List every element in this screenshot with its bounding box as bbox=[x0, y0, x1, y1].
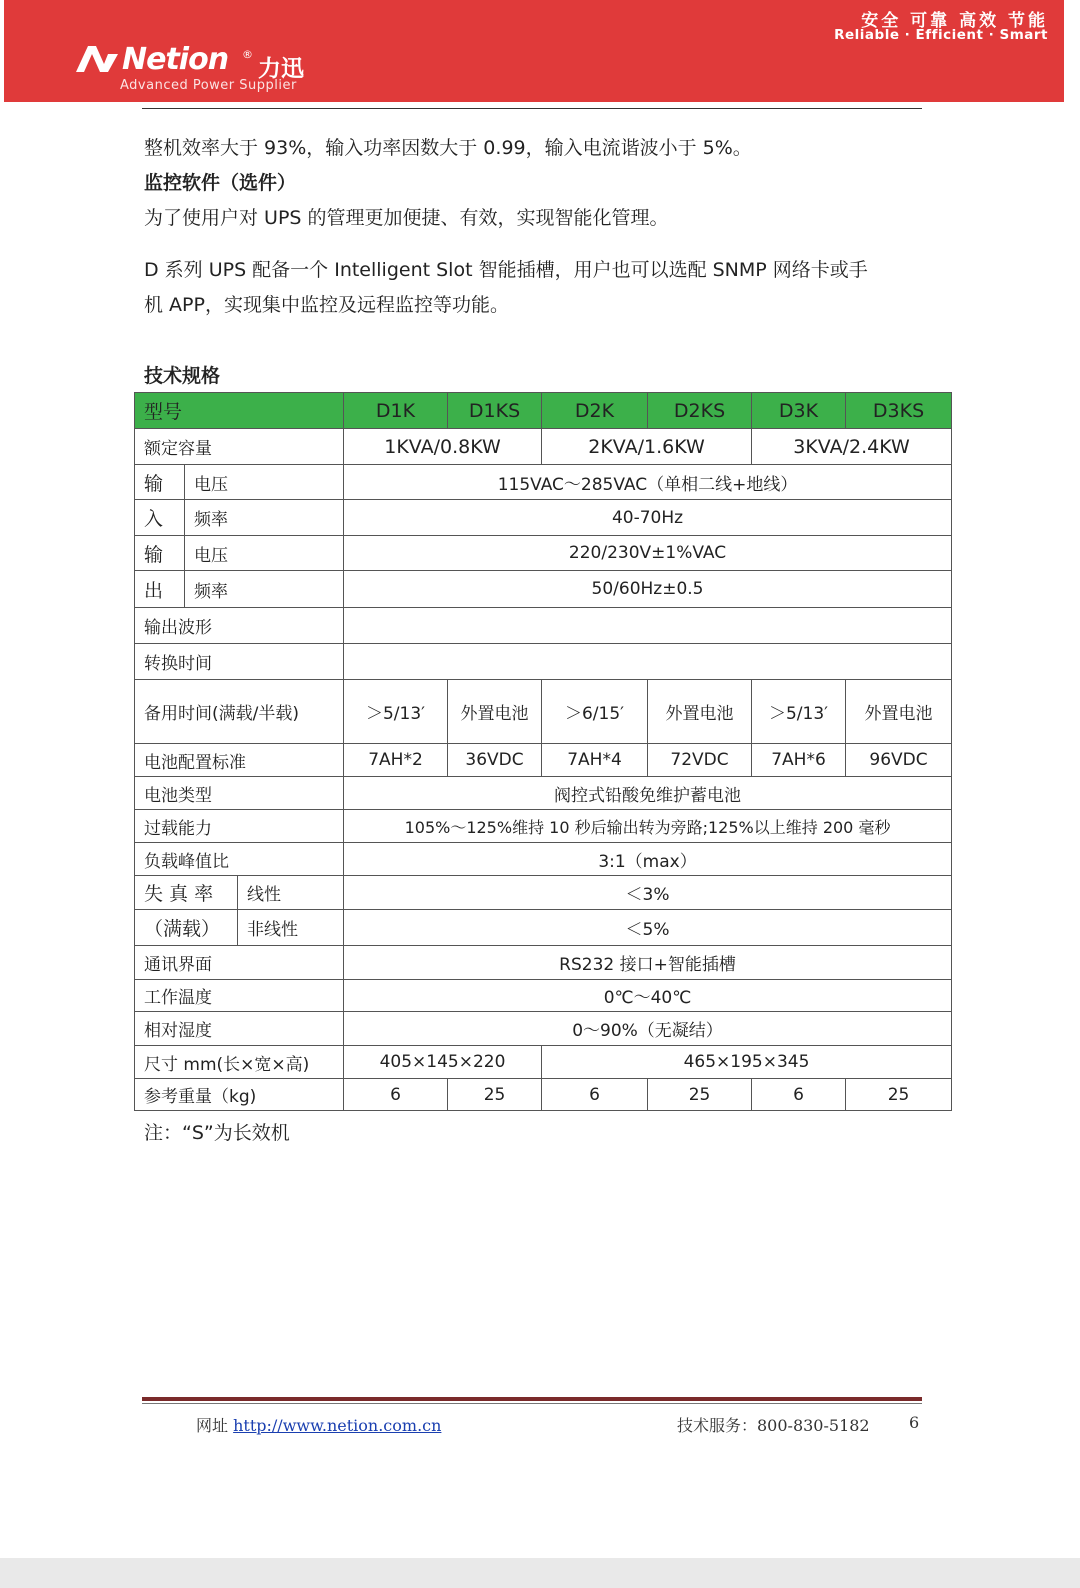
transfer-time-value bbox=[344, 644, 952, 680]
logo-chinese-name: 力迅 bbox=[258, 56, 304, 82]
table-row-output-frequency bbox=[135, 571, 952, 608]
linear-value: ＜3% bbox=[344, 876, 952, 910]
capacity-cell: 1KVA/0.8KW bbox=[344, 429, 542, 465]
weight-cell: 6 bbox=[344, 1079, 448, 1111]
page-number: 6 bbox=[909, 1413, 920, 1432]
weight-cell: 25 bbox=[448, 1079, 542, 1111]
backup-cell: ＞5/13′ bbox=[752, 680, 846, 744]
transfer-time-label: 转换时间 bbox=[135, 644, 344, 680]
footer-divider-thick bbox=[142, 1397, 922, 1401]
weight-cell: 25 bbox=[846, 1079, 952, 1111]
backup-cell: ＞5/13′ bbox=[344, 680, 448, 744]
table-row-transfer-time bbox=[135, 644, 952, 680]
spec-table bbox=[134, 392, 952, 1111]
humidity-label: 相对湿度 bbox=[135, 1012, 344, 1046]
table-row-input-frequency bbox=[135, 500, 952, 536]
model-label: 型号 bbox=[135, 393, 344, 429]
crest-factor-label: 负载峰值比 bbox=[135, 843, 344, 876]
size-cell: 465×195×345 bbox=[542, 1046, 952, 1079]
weight-cell: 6 bbox=[752, 1079, 846, 1111]
table-row-size bbox=[135, 1046, 952, 1079]
voltage-label: 电压 bbox=[185, 465, 344, 500]
backup-cell: 外置电池 bbox=[448, 680, 542, 744]
waveform-label: 输出波形 bbox=[135, 608, 344, 644]
size-cell: 405×145×220 bbox=[344, 1046, 542, 1079]
model-cell: D1K bbox=[344, 393, 448, 429]
model-cell: D2KS bbox=[648, 393, 752, 429]
voltage-label: 电压 bbox=[185, 536, 344, 571]
d-series-text-line1: D 系列 UPS 配备一个 Intelligent Slot 智能插槽，用户也可以选配 SNMP 网络卡或手 bbox=[144, 259, 868, 281]
battery-config-cell: 7AH*2 bbox=[344, 744, 448, 777]
monitor-heading: 监控软件（选件） bbox=[144, 172, 297, 194]
logo-subtitle: Advanced Power Supplier bbox=[120, 78, 297, 93]
overload-label: 过载能力 bbox=[135, 810, 344, 843]
table-row-thd-linear bbox=[135, 876, 952, 910]
spec-heading: 技术规格 bbox=[144, 365, 221, 387]
thd-label-line2: （满载） bbox=[135, 910, 238, 946]
humidity-value: 0～90%（无凝结） bbox=[344, 1012, 952, 1046]
footer-service: 技术服务：800-830-5182 bbox=[677, 1416, 870, 1435]
communication-label: 通讯界面 bbox=[135, 946, 344, 980]
battery-config-cell: 7AH*4 bbox=[542, 744, 648, 777]
backup-cell: ＞6/15′ bbox=[542, 680, 648, 744]
capacity-cell: 3KVA/2.4KW bbox=[752, 429, 952, 465]
battery-type-label: 电池类型 bbox=[135, 777, 344, 810]
slogan-english: Reliable · Efficient · Smart bbox=[834, 27, 1048, 43]
crest-factor-value: 3:1（max） bbox=[344, 843, 952, 876]
frequency-label: 频率 bbox=[185, 500, 344, 536]
table-row-thd-nonlinear bbox=[135, 910, 952, 946]
backup-cell: 外置电池 bbox=[648, 680, 752, 744]
table-row-backup-time bbox=[135, 680, 952, 744]
footnote: 注：“S”为长效机 bbox=[144, 1122, 290, 1144]
battery-config-cell: 96VDC bbox=[846, 744, 952, 777]
input-label-char2: 入 bbox=[135, 500, 185, 536]
model-cell: D2K bbox=[542, 393, 648, 429]
table-row-model bbox=[135, 393, 952, 429]
overload-value: 105%～125%维持 10 秒后输出转为旁路;125%以上维持 200 毫秒 bbox=[344, 810, 952, 843]
footer-divider-thin bbox=[142, 1403, 922, 1404]
capacity-label: 额定容量 bbox=[135, 429, 344, 465]
battery-config-cell: 72VDC bbox=[648, 744, 752, 777]
battery-type-value: 阀控式铅酸免维护蓄电池 bbox=[344, 777, 952, 810]
frequency-label: 频率 bbox=[185, 571, 344, 608]
nonlinear-value: ＜5% bbox=[344, 910, 952, 946]
page-header bbox=[4, 0, 1064, 102]
model-cell: D3K bbox=[752, 393, 846, 429]
netion-logo-icon bbox=[74, 44, 120, 74]
temperature-label: 工作温度 bbox=[135, 980, 344, 1012]
table-row-output-voltage bbox=[135, 536, 952, 571]
monitor-text: 为了使用户对 UPS 的管理更加便捷、有效，实现智能化管理。 bbox=[144, 207, 669, 229]
table-row-communication bbox=[135, 946, 952, 980]
battery-config-cell: 36VDC bbox=[448, 744, 542, 777]
header-divider bbox=[142, 108, 922, 109]
capacity-cell: 2KVA/1.6KW bbox=[542, 429, 752, 465]
communication-value: RS232 接口+智能插槽 bbox=[344, 946, 952, 980]
site-link[interactable]: http://www.netion.com.cn bbox=[233, 1416, 442, 1435]
table-row-weight bbox=[135, 1079, 952, 1111]
output-label-char1: 输 bbox=[135, 536, 185, 571]
table-row-overload bbox=[135, 810, 952, 843]
output-voltage-value: 220/230V±1%VAC bbox=[344, 536, 952, 571]
output-frequency-value: 50/60Hz±0.5 bbox=[344, 571, 952, 608]
model-cell: D3KS bbox=[846, 393, 952, 429]
battery-config-cell: 7AH*6 bbox=[752, 744, 846, 777]
page-bottom-band bbox=[0, 1558, 1080, 1588]
input-label-char1: 输 bbox=[135, 465, 185, 500]
efficiency-text: 整机效率大于 93%，输入功率因数大于 0.99，输入电流谐波小于 5%。 bbox=[144, 137, 752, 159]
logo-text: Netion bbox=[122, 42, 229, 77]
table-row-input-voltage bbox=[135, 465, 952, 500]
slogan-chinese: 安全 可靠 高效 节能 bbox=[861, 11, 1048, 31]
weight-cell: 25 bbox=[648, 1079, 752, 1111]
site-label: 网址 bbox=[196, 1416, 229, 1435]
table-row-battery-config bbox=[135, 744, 952, 777]
table-row-battery-type bbox=[135, 777, 952, 810]
logo-registered-mark: ® bbox=[242, 48, 253, 61]
output-label-char2: 出 bbox=[135, 571, 185, 608]
input-voltage-value: 115VAC～285VAC（单相二线+地线） bbox=[344, 465, 952, 500]
table-row-humidity bbox=[135, 1012, 952, 1046]
table-row-waveform bbox=[135, 608, 952, 644]
table-row-temperature bbox=[135, 980, 952, 1012]
backup-cell: 外置电池 bbox=[846, 680, 952, 744]
model-cell: D1KS bbox=[448, 393, 542, 429]
nonlinear-label: 非线性 bbox=[238, 910, 344, 946]
d-series-text-line2: 机 APP，实现集中监控及远程监控等功能。 bbox=[144, 294, 509, 316]
table-row-crest-factor bbox=[135, 843, 952, 876]
input-frequency-value: 40-70Hz bbox=[344, 500, 952, 536]
table-row-capacity bbox=[135, 429, 952, 465]
weight-label: 参考重量（kg) bbox=[135, 1079, 344, 1111]
waveform-value bbox=[344, 608, 952, 644]
thd-label-line1: 失 真 率 bbox=[135, 876, 238, 910]
backup-time-label: 备用时间(满载/半载) bbox=[135, 680, 344, 744]
footer-site bbox=[196, 1413, 441, 1436]
linear-label: 线性 bbox=[238, 876, 344, 910]
size-label: 尺寸 mm(长×宽×高) bbox=[135, 1046, 344, 1079]
battery-config-label: 电池配置标准 bbox=[135, 744, 344, 777]
temperature-value: 0℃～40℃ bbox=[344, 980, 952, 1012]
weight-cell: 6 bbox=[542, 1079, 648, 1111]
